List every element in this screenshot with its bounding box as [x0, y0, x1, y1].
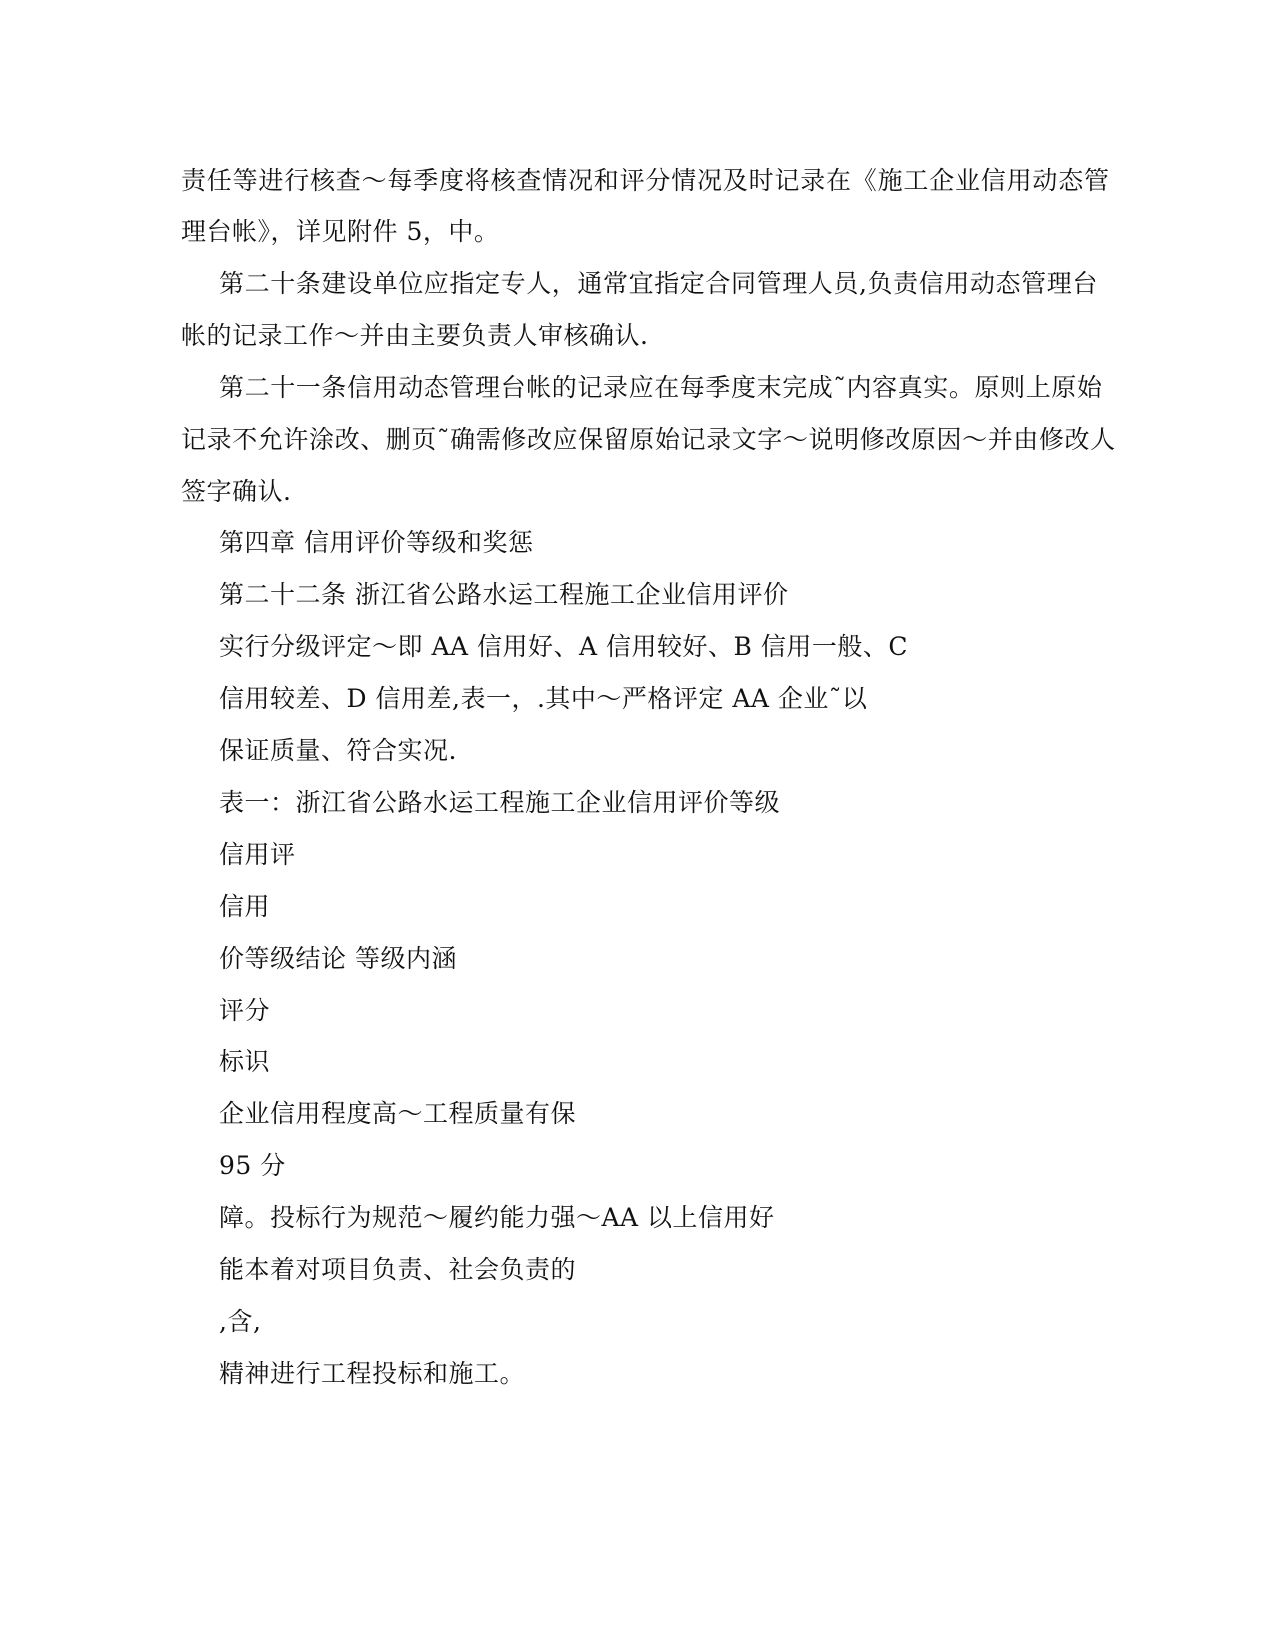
article-20-line: 第二十条建设单位应指定专人，通常宜指定合同管理人员,负责信用动态管理台: [219, 269, 1098, 298]
article-21-line: 第二十一条信用动态管理台帐的记录应在每季度末完成˜内容真实。原则上原始: [219, 373, 1103, 402]
paragraph-line: 信用较差、D 信用差,表一，.其中～严格评定 AA 企业˜以: [219, 684, 868, 713]
table-text-line: 95 分: [219, 1151, 286, 1180]
table-text-line: 精神进行工程投标和施工。: [219, 1359, 526, 1388]
paragraph-line: 签字确认.: [181, 477, 292, 506]
table-text-line: 信用评: [219, 840, 296, 869]
table-text-line: 企业信用程度高～工程质量有保: [219, 1099, 577, 1128]
table-text-line: 障。投标行为规范～履约能力强～AA 以上信用好: [219, 1203, 775, 1232]
paragraph-line: 实行分级评定～即 AA 信用好、A 信用较好、B 信用一般、C: [219, 632, 908, 661]
paragraph-line: 记录不允许涂改、删页˜确需修改应保留原始记录文字～说明修改原因～并由修改人: [181, 425, 1116, 454]
table-text-line: ,含,: [219, 1307, 262, 1336]
paragraph-line: 帐的记录工作～并由主要负责人审核确认.: [181, 321, 649, 350]
article-22-line: 第二十二条 浙江省公路水运工程施工企业信用评价: [219, 580, 789, 609]
paragraph-line: 保证质量、符合实况.: [219, 736, 457, 765]
table-text-line: 评分: [219, 996, 271, 1025]
table-text-line: 标识: [219, 1047, 271, 1076]
paragraph-line: 责任等进行核查～每季度将核查情况和评分情况及时记录在《施工企业信用动态管: [181, 166, 1110, 195]
paragraph-line: 理台帐》，详见附件 5，中。: [181, 217, 500, 246]
table-caption: 表一：浙江省公路水运工程施工企业信用评价等级: [219, 788, 781, 817]
table-text-line: 价等级结论 等级内涵: [219, 944, 457, 973]
chapter-heading: 第四章 信用评价等级和奖惩: [219, 528, 534, 557]
table-text-line: 能本着对项目负责、社会负责的: [219, 1255, 577, 1284]
table-text-line: 信用: [219, 892, 271, 921]
